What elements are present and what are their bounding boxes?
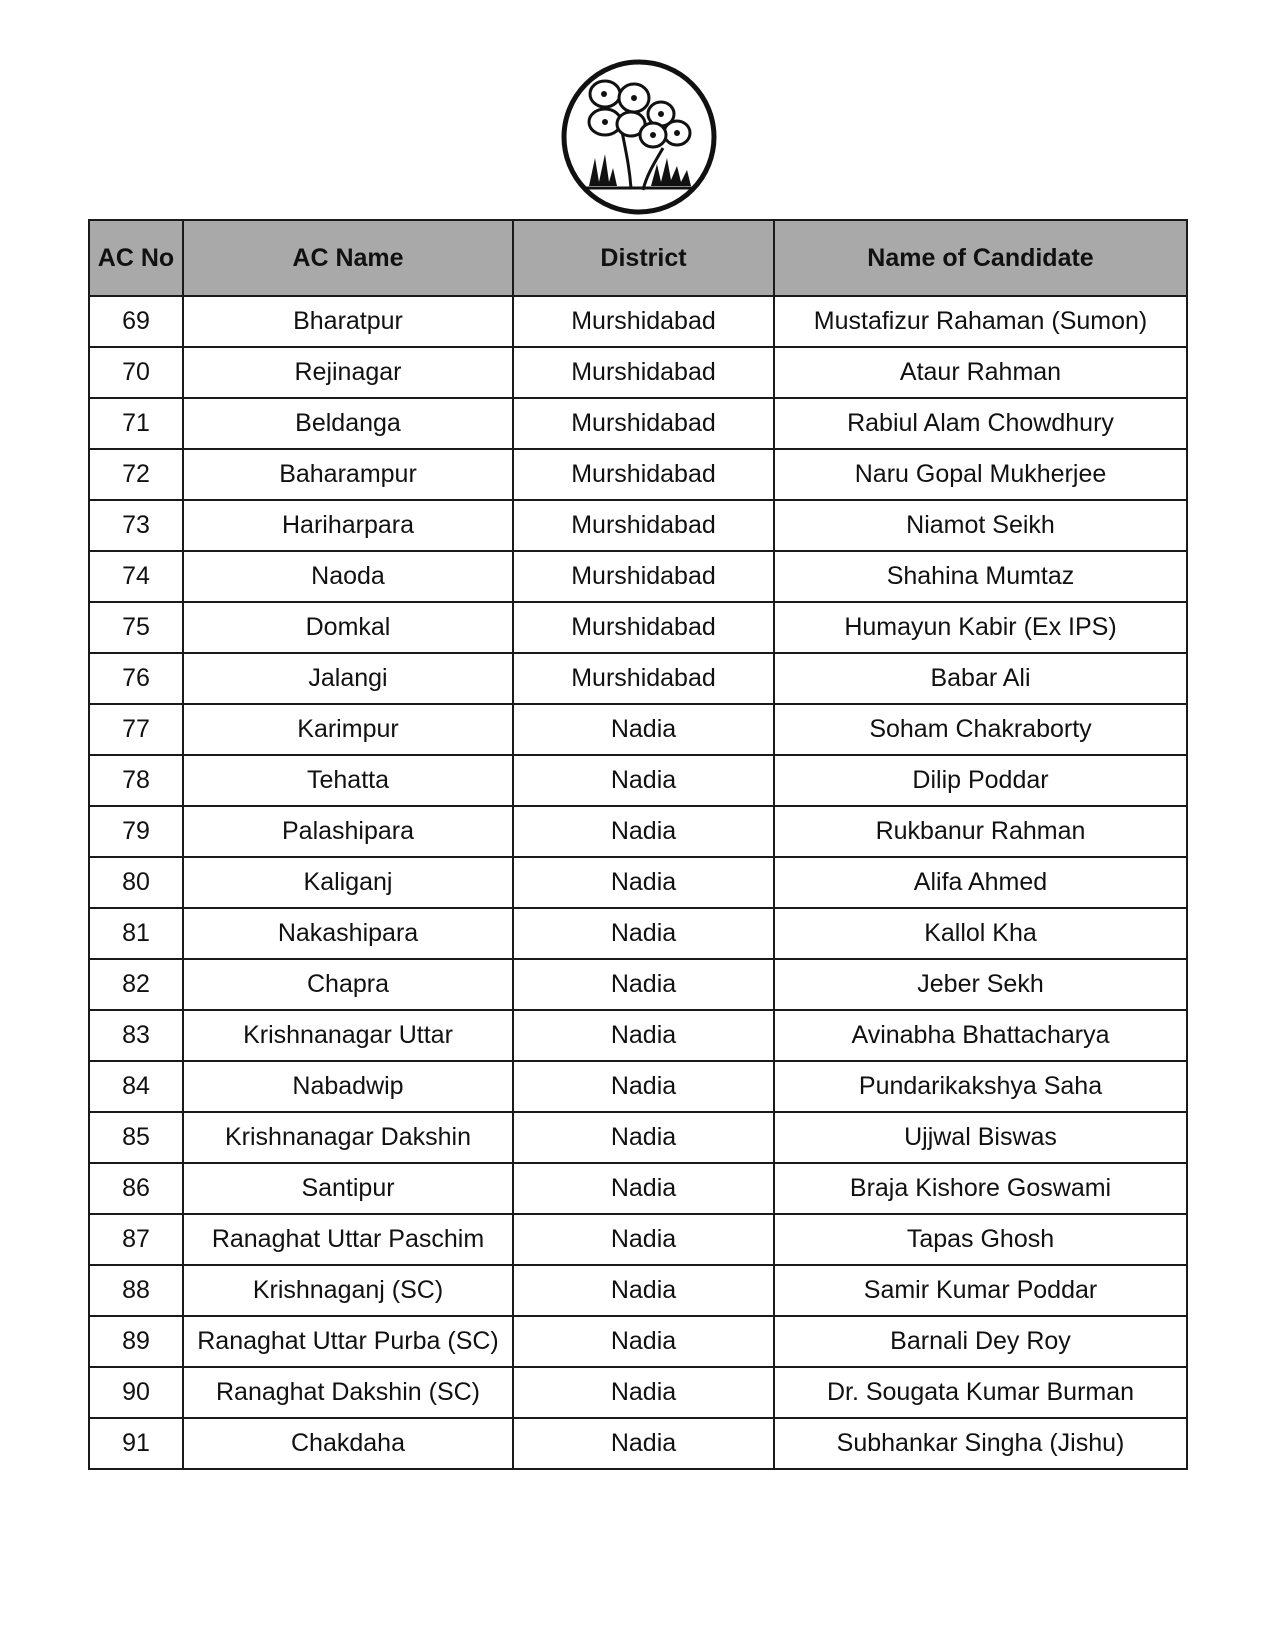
cell-ac-no: 85 [89,1112,183,1163]
table-row [89,1316,1187,1367]
table-row [89,1367,1187,1418]
cell-ac-name: Baharampur [183,449,513,500]
cell-candidate: Tapas Ghosh [774,1214,1187,1265]
table-row [89,296,1187,347]
table-row [89,1214,1187,1265]
cell-ac-no: 71 [89,398,183,449]
table-row [89,1418,1187,1469]
cell-ac-name: Nakashipara [183,908,513,959]
cell-ac-no: 87 [89,1214,183,1265]
cell-ac-no: 70 [89,347,183,398]
header-ac-name: AC Name [183,220,513,296]
cell-candidate: Shahina Mumtaz [774,551,1187,602]
cell-ac-name: Nabadwip [183,1061,513,1112]
table-row [89,1061,1187,1112]
cell-district: Murshidabad [513,653,774,704]
cell-candidate: Jeber Sekh [774,959,1187,1010]
table-row [89,398,1187,449]
cell-district: Nadia [513,1418,774,1469]
cell-ac-name: Karimpur [183,704,513,755]
cell-candidate: Braja Kishore Goswami [774,1163,1187,1214]
cell-district: Nadia [513,1214,774,1265]
cell-candidate: Mustafizur Rahaman (Sumon) [774,296,1187,347]
cell-candidate: Ataur Rahman [774,347,1187,398]
table-row [89,653,1187,704]
table-row [89,1163,1187,1214]
table-row [89,959,1187,1010]
cell-district: Nadia [513,1163,774,1214]
header-district: District [513,220,774,296]
cell-candidate: Barnali Dey Roy [774,1316,1187,1367]
cell-district: Nadia [513,1010,774,1061]
table-row [89,449,1187,500]
table-row [89,551,1187,602]
cell-candidate: Kallol Kha [774,908,1187,959]
cell-district: Murshidabad [513,551,774,602]
cell-ac-no: 73 [89,500,183,551]
cell-ac-no: 69 [89,296,183,347]
cell-ac-name: Jalangi [183,653,513,704]
cell-candidate: Humayun Kabir (Ex IPS) [774,602,1187,653]
cell-ac-no: 83 [89,1010,183,1061]
cell-candidate: Rabiul Alam Chowdhury [774,398,1187,449]
cell-ac-name: Palashipara [183,806,513,857]
cell-district: Nadia [513,857,774,908]
cell-ac-name: Santipur [183,1163,513,1214]
cell-ac-no: 90 [89,1367,183,1418]
cell-candidate: Dilip Poddar [774,755,1187,806]
table-row [89,704,1187,755]
cell-ac-no: 80 [89,857,183,908]
cell-ac-name: Domkal [183,602,513,653]
table-header-row [89,220,1187,296]
table-row [89,1112,1187,1163]
cell-ac-name: Bharatpur [183,296,513,347]
table-row [89,602,1187,653]
cell-district: Murshidabad [513,449,774,500]
cell-candidate: Rukbanur Rahman [774,806,1187,857]
cell-ac-no: 86 [89,1163,183,1214]
table-row [89,806,1187,857]
cell-district: Murshidabad [513,296,774,347]
cell-ac-no: 84 [89,1061,183,1112]
cell-candidate: Alifa Ahmed [774,857,1187,908]
cell-district: Nadia [513,755,774,806]
table-row [89,1010,1187,1061]
cell-district: Nadia [513,704,774,755]
cell-candidate: Dr. Sougata Kumar Burman [774,1367,1187,1418]
table-row [89,500,1187,551]
cell-ac-name: Krishnanagar Uttar [183,1010,513,1061]
cell-candidate: Soham Chakraborty [774,704,1187,755]
table-row [89,347,1187,398]
table-row [89,1265,1187,1316]
cell-ac-no: 89 [89,1316,183,1367]
cell-district: Nadia [513,959,774,1010]
cell-ac-name: Ranaghat Uttar Paschim [183,1214,513,1265]
cell-district: Nadia [513,1367,774,1418]
header-ac-no: AC No [89,220,183,296]
table-row [89,908,1187,959]
cell-ac-no: 75 [89,602,183,653]
table-row [89,755,1187,806]
cell-ac-no: 74 [89,551,183,602]
cell-candidate: Subhankar Singha (Jishu) [774,1418,1187,1469]
header-candidate: Name of Candidate [774,220,1187,296]
cell-candidate: Samir Kumar Poddar [774,1265,1187,1316]
cell-district: Murshidabad [513,398,774,449]
cell-ac-name: Ranaghat Uttar Purba (SC) [183,1316,513,1367]
table-body [89,296,1187,1469]
cell-district: Nadia [513,1112,774,1163]
cell-ac-name: Naoda [183,551,513,602]
cell-district: Nadia [513,1061,774,1112]
cell-ac-no: 72 [89,449,183,500]
cell-candidate: Niamot Seikh [774,500,1187,551]
cell-district: Murshidabad [513,500,774,551]
cell-ac-name: Rejinagar [183,347,513,398]
cell-district: Nadia [513,1265,774,1316]
cell-ac-no: 88 [89,1265,183,1316]
cell-ac-name: Chapra [183,959,513,1010]
cell-ac-no: 78 [89,755,183,806]
cell-ac-name: Beldanga [183,398,513,449]
cell-candidate: Ujjwal Biswas [774,1112,1187,1163]
cell-ac-name: Krishnaganj (SC) [183,1265,513,1316]
cell-district: Nadia [513,1316,774,1367]
cell-ac-no: 76 [89,653,183,704]
cell-district: Nadia [513,806,774,857]
cell-ac-name: Chakdaha [183,1418,513,1469]
table-row [89,857,1187,908]
twin-flowers-grass-emblem-icon [559,58,719,216]
cell-ac-no: 77 [89,704,183,755]
party-logo [559,58,719,216]
cell-candidate: Naru Gopal Mukherjee [774,449,1187,500]
cell-ac-no: 81 [89,908,183,959]
cell-candidate: Babar Ali [774,653,1187,704]
cell-district: Murshidabad [513,347,774,398]
cell-ac-name: Krishnanagar Dakshin [183,1112,513,1163]
cell-ac-no: 82 [89,959,183,1010]
cell-ac-no: 79 [89,806,183,857]
cell-ac-name: Hariharpara [183,500,513,551]
cell-district: Nadia [513,908,774,959]
cell-ac-name: Kaliganj [183,857,513,908]
cell-district: Murshidabad [513,602,774,653]
cell-ac-no: 91 [89,1418,183,1469]
cell-candidate: Avinabha Bhattacharya [774,1010,1187,1061]
cell-ac-name: Tehatta [183,755,513,806]
cell-ac-name: Ranaghat Dakshin (SC) [183,1367,513,1418]
candidates-table [88,219,1188,1470]
cell-candidate: Pundarikakshya Saha [774,1061,1187,1112]
